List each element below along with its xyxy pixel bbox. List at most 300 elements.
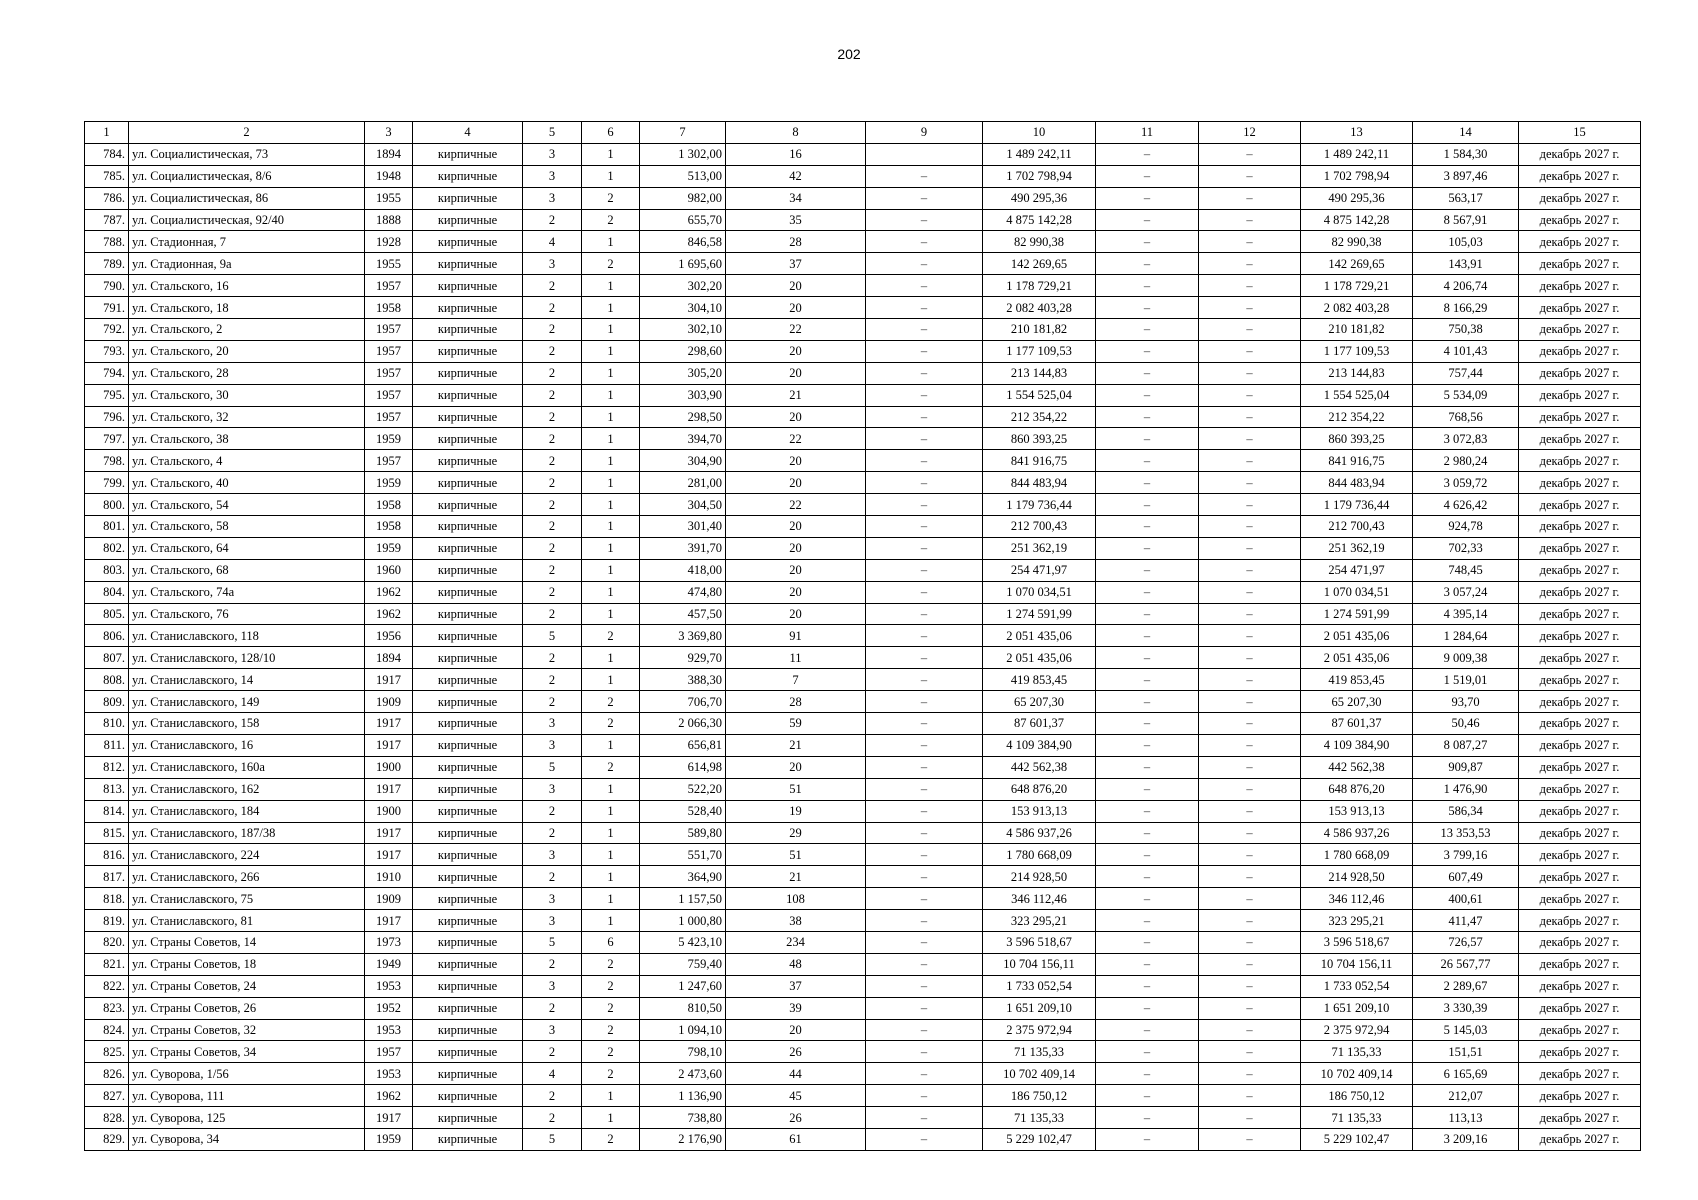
table-cell: – (1096, 910, 1199, 932)
table-cell: 4 875 142,28 (1301, 209, 1413, 231)
table-cell: 20 (726, 537, 866, 559)
table-cell: 3 330,39 (1413, 997, 1519, 1019)
table-cell: – (1096, 275, 1199, 297)
table-cell: – (866, 362, 983, 384)
table-cell: 5 229 102,47 (983, 1128, 1096, 1150)
table-cell: 2 (582, 1041, 640, 1063)
table-cell: декабрь 2027 г. (1519, 647, 1641, 669)
table-cell: 59 (726, 713, 866, 735)
table-row (85, 822, 1641, 844)
table-cell: декабрь 2027 г. (1519, 231, 1641, 253)
table-cell: 522,20 (640, 778, 726, 800)
table-cell: кирпичные (413, 1128, 523, 1150)
table-cell: 2 066,30 (640, 713, 726, 735)
table-row (85, 143, 1641, 165)
table-cell: кирпичные (413, 866, 523, 888)
table-cell: 2 (523, 997, 582, 1019)
table-cell: 1 (582, 297, 640, 319)
table-cell: 768,56 (1413, 406, 1519, 428)
table-cell: 51 (726, 778, 866, 800)
table-cell: 142 269,65 (1301, 253, 1413, 275)
table-cell: 2 (523, 537, 582, 559)
table-cell: 2 (523, 581, 582, 603)
column-header: 14 (1413, 122, 1519, 144)
table-cell: – (866, 1041, 983, 1063)
table-cell: 1 (582, 319, 640, 341)
table-cell: 1958 (365, 297, 413, 319)
table-cell: кирпичные (413, 844, 523, 866)
table-row (85, 603, 1641, 625)
table-cell: 490 295,36 (983, 187, 1096, 209)
table-cell: 1928 (365, 231, 413, 253)
table-cell: 87 601,37 (983, 713, 1096, 735)
table-cell: ул. Страны Советов, 32 (129, 1019, 365, 1041)
table-cell: 1 (582, 844, 640, 866)
table-cell: 791. (85, 297, 129, 319)
column-header: 8 (726, 122, 866, 144)
table-cell: 20 (726, 756, 866, 778)
table-cell: 26 (726, 1107, 866, 1129)
table-cell: 302,20 (640, 275, 726, 297)
table-cell: 2 (523, 384, 582, 406)
table-cell: – (1199, 516, 1301, 538)
table-cell: 281,00 (640, 472, 726, 494)
table-cell: 4 586 937,26 (1301, 822, 1413, 844)
table-cell: – (1096, 165, 1199, 187)
table-cell: кирпичные (413, 997, 523, 1019)
table-cell: 21 (726, 866, 866, 888)
table-cell: 22 (726, 319, 866, 341)
table-cell: 3 059,72 (1413, 472, 1519, 494)
table-cell: – (1096, 625, 1199, 647)
table-cell: 10 704 156,11 (1301, 953, 1413, 975)
table-cell: кирпичные (413, 1085, 523, 1107)
table-cell: 805. (85, 603, 129, 625)
table-cell: 2 051 435,06 (1301, 625, 1413, 647)
table-cell: – (1096, 975, 1199, 997)
table-cell: – (1199, 910, 1301, 932)
table-cell: ул. Станиславского, 266 (129, 866, 365, 888)
table-cell: кирпичные (413, 625, 523, 647)
table-cell: 786. (85, 187, 129, 209)
table-cell: – (1096, 231, 1199, 253)
table-cell: 1 (582, 231, 640, 253)
table-cell: 3 209,16 (1413, 1128, 1519, 1150)
table-cell: 20 (726, 362, 866, 384)
table-cell: – (866, 734, 983, 756)
table-cell: 2 (523, 1107, 582, 1129)
table-cell: 1 274 591,99 (983, 603, 1096, 625)
table-cell: – (1096, 669, 1199, 691)
table-cell: 298,50 (640, 406, 726, 428)
table-cell: декабрь 2027 г. (1519, 537, 1641, 559)
table-cell: – (1199, 888, 1301, 910)
table-cell: 251 362,19 (983, 537, 1096, 559)
table-cell: – (1199, 625, 1301, 647)
table-cell: 1 284,64 (1413, 625, 1519, 647)
table-cell: 802. (85, 537, 129, 559)
table-cell: декабрь 2027 г. (1519, 997, 1641, 1019)
table-cell: 2 (523, 953, 582, 975)
table-cell: – (866, 713, 983, 735)
table-cell: кирпичные (413, 1019, 523, 1041)
table-cell: 2 (523, 691, 582, 713)
table-cell: 10 702 409,14 (983, 1063, 1096, 1085)
table-cell: 304,10 (640, 297, 726, 319)
table-cell: 3 (523, 143, 582, 165)
table-cell: 790. (85, 275, 129, 297)
table-cell: 2 (523, 866, 582, 888)
table-cell: 26 567,77 (1413, 953, 1519, 975)
table-cell: 2 (523, 1041, 582, 1063)
table-row (85, 537, 1641, 559)
table-cell: 1 (582, 559, 640, 581)
table-cell: 20 (726, 406, 866, 428)
table-cell: 648 876,20 (983, 778, 1096, 800)
table-cell: 1 302,00 (640, 143, 726, 165)
table-cell: 20 (726, 1019, 866, 1041)
table-cell: 214 928,50 (983, 866, 1096, 888)
table-cell: 702,33 (1413, 537, 1519, 559)
table-cell: 1 733 052,54 (1301, 975, 1413, 997)
table-cell: 1 780 668,09 (983, 844, 1096, 866)
table-cell: 4 (523, 1063, 582, 1085)
table-cell: 789. (85, 253, 129, 275)
table-cell: 2 051 435,06 (983, 625, 1096, 647)
table-cell: – (1096, 756, 1199, 778)
table-cell: ул. Стальского, 2 (129, 319, 365, 341)
table-cell: 823. (85, 997, 129, 1019)
table-cell: декабрь 2027 г. (1519, 910, 1641, 932)
table-cell: – (866, 1107, 983, 1129)
table-cell: 3 (523, 778, 582, 800)
table-cell: 5 229 102,47 (1301, 1128, 1413, 1150)
table-cell: – (1199, 428, 1301, 450)
table-cell: 1 179 736,44 (1301, 494, 1413, 516)
table-cell: 825. (85, 1041, 129, 1063)
table-row (85, 559, 1641, 581)
table-cell: 797. (85, 428, 129, 450)
table-cell: декабрь 2027 г. (1519, 625, 1641, 647)
table-cell: 2 (582, 253, 640, 275)
table-cell: – (1199, 253, 1301, 275)
table-row (85, 975, 1641, 997)
table-cell: – (1096, 866, 1199, 888)
table-cell: 2 375 972,94 (983, 1019, 1096, 1041)
table-cell: – (1096, 1128, 1199, 1150)
table-cell: 214 928,50 (1301, 866, 1413, 888)
table-cell: – (1199, 319, 1301, 341)
table-cell: – (1096, 997, 1199, 1019)
table-cell: 10 704 156,11 (983, 953, 1096, 975)
table-cell: декабрь 2027 г. (1519, 713, 1641, 735)
table-cell: 1959 (365, 472, 413, 494)
table-cell: 2 (582, 691, 640, 713)
table-cell: 6 (582, 931, 640, 953)
table-cell: – (1096, 713, 1199, 735)
table-cell: кирпичные (413, 953, 523, 975)
table-cell: 4 875 142,28 (983, 209, 1096, 231)
table-cell: 1 178 729,21 (983, 275, 1096, 297)
table-cell: 810. (85, 713, 129, 735)
table-cell: 304,90 (640, 450, 726, 472)
table-cell: 48 (726, 953, 866, 975)
table-cell: декабрь 2027 г. (1519, 800, 1641, 822)
table-cell: 9 009,38 (1413, 647, 1519, 669)
table-cell: 2 (523, 362, 582, 384)
table-cell: 37 (726, 975, 866, 997)
table-cell: ул. Станиславского, 14 (129, 669, 365, 691)
table-cell: 1 157,50 (640, 888, 726, 910)
table-cell: – (1096, 844, 1199, 866)
table-cell: 828. (85, 1107, 129, 1129)
table-cell: декабрь 2027 г. (1519, 844, 1641, 866)
column-header: 4 (413, 122, 523, 144)
table-cell: 1955 (365, 253, 413, 275)
table-cell: 816. (85, 844, 129, 866)
table-row (85, 319, 1641, 341)
table-row (85, 1107, 1641, 1129)
table-cell: 860 393,25 (983, 428, 1096, 450)
table-cell: декабрь 2027 г. (1519, 822, 1641, 844)
table-cell: 1 (582, 143, 640, 165)
table-cell: 419 853,45 (1301, 669, 1413, 691)
table-cell: кирпичные (413, 209, 523, 231)
table-cell: 827. (85, 1085, 129, 1107)
table-cell: – (866, 822, 983, 844)
table-cell: кирпичные (413, 756, 523, 778)
table-cell: 474,80 (640, 581, 726, 603)
page-number: 202 (837, 46, 861, 62)
table-cell: – (1096, 297, 1199, 319)
table-cell: декабрь 2027 г. (1519, 472, 1641, 494)
table-row (85, 625, 1641, 647)
table-cell: 442 562,38 (983, 756, 1096, 778)
table-cell: 1962 (365, 581, 413, 603)
table-cell: 212 354,22 (1301, 406, 1413, 428)
table-cell: декабрь 2027 г. (1519, 143, 1641, 165)
table-cell: 5 (523, 625, 582, 647)
table-cell: 1949 (365, 953, 413, 975)
table-cell: кирпичные (413, 362, 523, 384)
table-cell: 748,45 (1413, 559, 1519, 581)
table-cell: – (1096, 253, 1199, 275)
table-cell: – (1199, 997, 1301, 1019)
table-cell: – (1096, 800, 1199, 822)
table-cell: – (1199, 800, 1301, 822)
table-row (85, 581, 1641, 603)
table-cell: ул. Стальского, 20 (129, 340, 365, 362)
column-header: 2 (129, 122, 365, 144)
table-cell: 2 (523, 297, 582, 319)
table-cell: – (1096, 319, 1199, 341)
table-cell: 411,47 (1413, 910, 1519, 932)
table-cell: ул. Стальского, 54 (129, 494, 365, 516)
table-cell: 1 177 109,53 (1301, 340, 1413, 362)
table-cell: – (1096, 931, 1199, 953)
column-header: 7 (640, 122, 726, 144)
table-cell: 829. (85, 1128, 129, 1150)
table-cell: 37 (726, 253, 866, 275)
table-row (85, 516, 1641, 538)
table-cell: ул. Станиславского, 118 (129, 625, 365, 647)
table-cell: 924,78 (1413, 516, 1519, 538)
table-cell: – (1096, 472, 1199, 494)
table-cell: 1 (582, 822, 640, 844)
table-cell: – (1096, 603, 1199, 625)
table-cell: 841 916,75 (1301, 450, 1413, 472)
table-cell: 1956 (365, 625, 413, 647)
table-cell: 38 (726, 910, 866, 932)
table-cell: 800. (85, 494, 129, 516)
table-cell: 20 (726, 472, 866, 494)
table-cell: 1 (582, 1085, 640, 1107)
table-cell: – (1199, 603, 1301, 625)
table-cell: 792. (85, 319, 129, 341)
table-cell: 71 135,33 (1301, 1107, 1413, 1129)
table-cell: – (866, 275, 983, 297)
table-cell: 799. (85, 472, 129, 494)
table-cell: 153 913,13 (1301, 800, 1413, 822)
table-cell: – (1199, 143, 1301, 165)
table-cell: 213 144,83 (1301, 362, 1413, 384)
table-cell: 2 (523, 647, 582, 669)
table-cell: 305,20 (640, 362, 726, 384)
column-header: 13 (1301, 122, 1413, 144)
table-cell: – (1199, 975, 1301, 997)
table-cell: – (866, 975, 983, 997)
table-cell: 5 (523, 931, 582, 953)
table-cell: кирпичные (413, 297, 523, 319)
table-cell: 1909 (365, 888, 413, 910)
table-cell: – (866, 778, 983, 800)
table-cell: – (866, 516, 983, 538)
table-cell: 813. (85, 778, 129, 800)
table-cell: ул. Станиславского, 160а (129, 756, 365, 778)
table-cell: 2 (582, 1063, 640, 1085)
table-cell: 20 (726, 450, 866, 472)
column-header: 11 (1096, 122, 1199, 144)
table-cell: – (866, 428, 983, 450)
table-row (85, 866, 1641, 888)
table-cell: 1 274 591,99 (1301, 603, 1413, 625)
table-cell: 87 601,37 (1301, 713, 1413, 735)
table-cell: 750,38 (1413, 319, 1519, 341)
table-cell: – (1199, 537, 1301, 559)
table-cell: 1917 (365, 910, 413, 932)
table-cell: 1958 (365, 494, 413, 516)
table-cell: 51 (726, 844, 866, 866)
table-cell: 2 (582, 997, 640, 1019)
table-cell: 61 (726, 1128, 866, 1150)
table-cell: 1 702 798,94 (1301, 165, 1413, 187)
table-cell: 7 (726, 669, 866, 691)
table-cell: 45 (726, 1085, 866, 1107)
table-cell: декабрь 2027 г. (1519, 319, 1641, 341)
table-cell: 22 (726, 428, 866, 450)
table-cell: кирпичные (413, 428, 523, 450)
table-cell: 210 181,82 (1301, 319, 1413, 341)
table-cell: 860 393,25 (1301, 428, 1413, 450)
table-cell: – (866, 231, 983, 253)
table-cell: 1 (582, 910, 640, 932)
table-cell: 3 (523, 165, 582, 187)
data-table (84, 121, 1641, 1151)
table-cell: – (866, 756, 983, 778)
table-cell: 1953 (365, 1019, 413, 1041)
table-cell: 3 (523, 253, 582, 275)
table-cell: 6 165,69 (1413, 1063, 1519, 1085)
table-cell: 1957 (365, 275, 413, 297)
table-cell: – (1199, 691, 1301, 713)
table-cell: – (1096, 340, 1199, 362)
table-cell: 20 (726, 603, 866, 625)
table-cell: 1 651 209,10 (983, 997, 1096, 1019)
table-cell: – (1096, 691, 1199, 713)
table-cell: 1 (582, 516, 640, 538)
table-cell: – (1096, 1019, 1199, 1041)
table-cell: 3 596 518,67 (1301, 931, 1413, 953)
table-cell: 28 (726, 231, 866, 253)
table-cell: кирпичные (413, 931, 523, 953)
table-cell: 4 (523, 231, 582, 253)
table-row (85, 253, 1641, 275)
table-cell: 212,07 (1413, 1085, 1519, 1107)
table-cell: ул. Стальского, 76 (129, 603, 365, 625)
table-row (85, 931, 1641, 953)
table-cell: 82 990,38 (983, 231, 1096, 253)
table-cell: 1 (582, 647, 640, 669)
table-cell: ул. Стальского, 58 (129, 516, 365, 538)
table-cell: 2 (582, 713, 640, 735)
table-cell: 2 (523, 340, 582, 362)
table-cell: кирпичные (413, 537, 523, 559)
table-row (85, 406, 1641, 428)
table-cell: 304,50 (640, 494, 726, 516)
table-cell: 808. (85, 669, 129, 691)
table-cell: – (866, 669, 983, 691)
table-cell: 1894 (365, 143, 413, 165)
table-cell: 151,51 (1413, 1041, 1519, 1063)
table-cell: 2 051 435,06 (983, 647, 1096, 669)
table-cell: – (1096, 362, 1199, 384)
table-cell: 844 483,94 (1301, 472, 1413, 494)
table-cell: – (1096, 450, 1199, 472)
table-cell: 4 109 384,90 (983, 734, 1096, 756)
table-cell: 2 (523, 319, 582, 341)
table-cell: 794. (85, 362, 129, 384)
table-cell: 1 (582, 537, 640, 559)
table-cell: 143,91 (1413, 253, 1519, 275)
table-cell: ул. Стальского, 40 (129, 472, 365, 494)
table-cell: – (866, 384, 983, 406)
table-cell: 5 (523, 1128, 582, 1150)
table-cell: 1917 (365, 822, 413, 844)
table-cell: декабрь 2027 г. (1519, 931, 1641, 953)
table-cell: 513,00 (640, 165, 726, 187)
table-cell: – (1199, 1041, 1301, 1063)
table-cell: – (866, 691, 983, 713)
table-row (85, 691, 1641, 713)
table-cell: 20 (726, 581, 866, 603)
table-cell: 20 (726, 297, 866, 319)
table-cell: – (1096, 559, 1199, 581)
table-cell: 2 (523, 428, 582, 450)
table-cell: – (1199, 450, 1301, 472)
table-cell: 1 (582, 494, 640, 516)
table-cell: 1957 (365, 340, 413, 362)
table-cell: 1 179 736,44 (983, 494, 1096, 516)
